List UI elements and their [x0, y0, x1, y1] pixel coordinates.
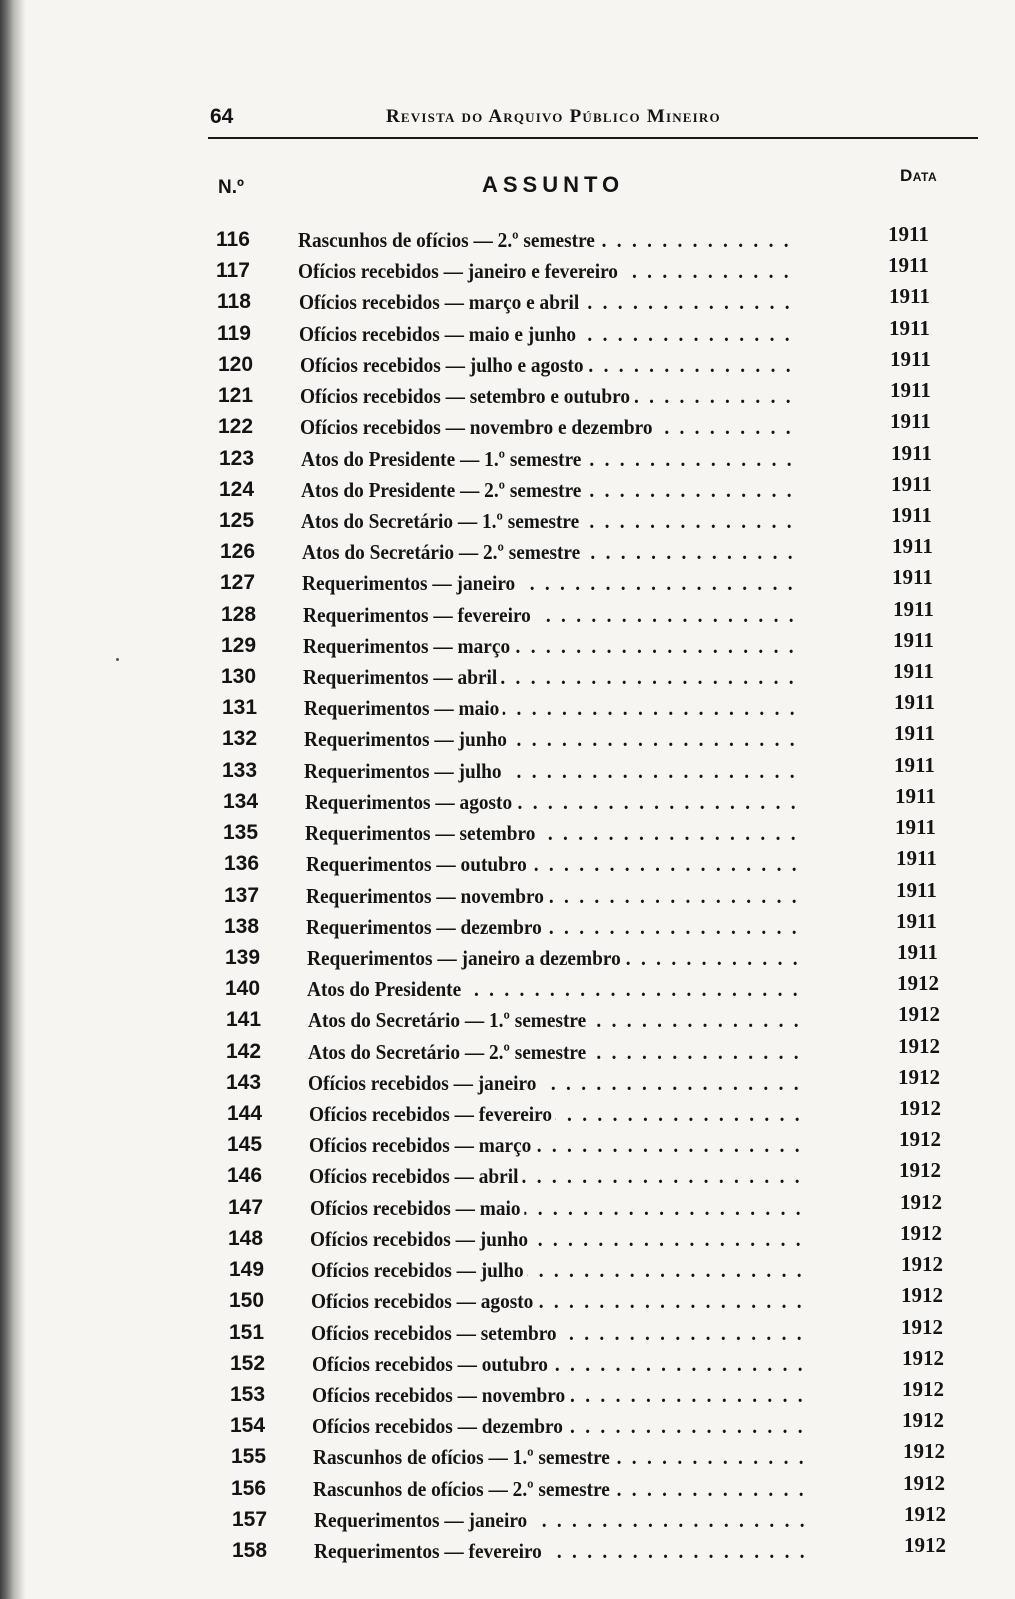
- entry-number: 141: [226, 1008, 262, 1031]
- entry-year: 1912: [900, 1190, 942, 1214]
- entry-subject-text: Ofícios recebidos — outubro: [312, 1352, 552, 1376]
- entry-subject-text: Requerimentos — março: [303, 634, 514, 658]
- entry-subject-text: Requerimentos — janeiro a dezembro: [307, 946, 624, 970]
- column-header-date: Data: [900, 166, 938, 185]
- entry-subject: [308, 1068, 809, 1098]
- entry-number: 116: [216, 228, 250, 251]
- entry-subject: [307, 974, 808, 1004]
- entry-number: 123: [219, 447, 255, 470]
- entry-subject-text: Ofícios recebidos — maio: [310, 1196, 524, 1220]
- entry-subject-text: Requerimentos — junho: [304, 727, 511, 751]
- entry-number: 155: [231, 1445, 267, 1468]
- entry-subject: [301, 506, 802, 536]
- entry-subject-text: Ofícios recebidos — julho e agosto: [300, 353, 587, 377]
- entry-number: 127: [220, 571, 256, 594]
- entry-year: 1911: [895, 784, 936, 808]
- entry-number: 124: [219, 478, 255, 501]
- entry-year: 1912: [904, 1502, 946, 1526]
- entry-number: 158: [232, 1539, 268, 1562]
- entry-subject: [306, 912, 807, 942]
- entry-subject: [303, 600, 804, 630]
- entry-subject: [304, 724, 805, 754]
- entry-subject: [301, 475, 802, 505]
- entry-number: 149: [229, 1258, 265, 1281]
- entry-subject: [314, 1536, 815, 1566]
- entry-year: 1912: [903, 1439, 945, 1463]
- entry-number: 148: [228, 1227, 264, 1250]
- entry-year: 1911: [893, 628, 934, 652]
- page-number: 64: [210, 105, 234, 128]
- entry-subject-text: Rascunhos de ofícios — 1.º semestre: [313, 1445, 614, 1469]
- entry-number: 119: [217, 322, 251, 345]
- entry-subject: [309, 1130, 810, 1160]
- entry-number: 146: [227, 1164, 263, 1187]
- entry-subject: [303, 662, 804, 692]
- entry-number: 156: [231, 1477, 267, 1500]
- entry-year: 1911: [894, 721, 935, 745]
- entry-subject-text: Ofícios recebidos — abril: [309, 1164, 522, 1188]
- entry-year: 1911: [888, 222, 929, 246]
- entry-subject-text: Rascunhos de ofícios — 2.º semestre: [298, 228, 599, 252]
- entry-year: 1911: [895, 815, 936, 839]
- entry-year: 1912: [901, 1283, 943, 1307]
- entry-subject-text: Ofícios recebidos — novembro e dezembro: [300, 415, 656, 439]
- entry-subject: [313, 1442, 814, 1472]
- entry-subject: [306, 881, 807, 911]
- entry-subject: [305, 787, 806, 817]
- entry-number: 143: [226, 1071, 262, 1094]
- entry-subject-text: Ofícios recebidos — novembro: [312, 1383, 569, 1407]
- entry-subject-text: Requerimentos — novembro: [306, 884, 548, 908]
- entry-year: 1911: [897, 940, 938, 964]
- entry-subject-text: Atos do Presidente: [307, 977, 465, 1001]
- entry-subject-text: Atos do Presidente — 1.º semestre: [301, 447, 585, 471]
- entry-subject: [309, 1161, 810, 1191]
- entry-year: 1912: [899, 1096, 941, 1120]
- entry-subject: [302, 537, 803, 567]
- entry-number: 137: [224, 884, 260, 907]
- entry-number: 153: [230, 1383, 266, 1406]
- entry-subject-text: Requerimentos — abril: [303, 665, 501, 689]
- entry-year: 1911: [891, 441, 932, 465]
- entry-subject-text: Atos do Secretário — 2.º semestre: [308, 1040, 590, 1064]
- column-header-number: N.º: [218, 177, 244, 198]
- entry-number: 122: [218, 415, 254, 438]
- entry-subject-text: Ofícios recebidos — julho: [311, 1258, 527, 1282]
- entry-subject: [313, 1474, 814, 1504]
- entry-subject: [311, 1318, 812, 1348]
- entry-subject: [310, 1224, 811, 1254]
- entry-year: 1912: [904, 1533, 946, 1557]
- entry-subject-text: Requerimentos — fevereiro: [314, 1539, 546, 1563]
- entry-subject: [308, 1037, 809, 1067]
- entry-year: 1911: [889, 284, 930, 308]
- entry-year: 1912: [897, 971, 939, 995]
- entry-year: 1911: [894, 690, 935, 714]
- entry-number: 128: [221, 603, 257, 626]
- entry-subject: [311, 1255, 812, 1285]
- entry-year: 1911: [892, 565, 933, 589]
- entry-subject: [310, 1193, 811, 1223]
- entry-year: 1912: [902, 1346, 944, 1370]
- entry-year: 1912: [898, 1034, 940, 1058]
- entry-year: 1912: [902, 1377, 944, 1401]
- entry-year: 1911: [896, 878, 937, 902]
- entry-subject-text: Requerimentos — dezembro: [306, 915, 545, 939]
- entry-subject: [314, 1505, 815, 1535]
- entry-subject: [303, 631, 804, 661]
- entry-year: 1912: [898, 1002, 940, 1026]
- entry-number: 151: [229, 1321, 265, 1344]
- entry-number: 131: [222, 696, 258, 719]
- entry-subject: [301, 444, 802, 474]
- entry-number: 144: [227, 1102, 263, 1125]
- entry-year: 1911: [891, 503, 932, 527]
- entry-subject-text: Ofícios recebidos — janeiro: [308, 1071, 540, 1095]
- entry-subject-text: Ofícios recebidos — setembro: [311, 1321, 560, 1345]
- entry-number: 138: [224, 915, 260, 938]
- entry-number: 117: [216, 259, 250, 282]
- entry-number: 130: [221, 665, 257, 688]
- entry-subject: [305, 818, 806, 848]
- entry-subject-text: Requerimentos — agosto: [305, 790, 516, 814]
- entry-subject-text: Ofícios recebidos — fevereiro: [309, 1102, 556, 1126]
- entry-subject-text: Requerimentos — fevereiro: [303, 603, 535, 627]
- entry-subject-text: Ofícios recebidos — março: [309, 1133, 535, 1157]
- entry-year: 1912: [900, 1221, 942, 1245]
- entry-year: 1911: [890, 347, 931, 371]
- entry-number: 142: [226, 1040, 262, 1063]
- entry-subject-text: Atos do Secretário — 2.º semestre: [302, 540, 584, 564]
- entry-number: 147: [228, 1196, 264, 1219]
- entry-year: 1912: [901, 1315, 943, 1339]
- entry-number: 133: [222, 759, 258, 782]
- entry-year: 1912: [899, 1127, 941, 1151]
- entry-subject: [302, 568, 803, 598]
- entry-number: 150: [229, 1289, 265, 1312]
- entry-subject: [307, 943, 808, 973]
- entry-subject: [304, 693, 805, 723]
- entry-number: 145: [227, 1133, 263, 1156]
- entry-subject-text: Requerimentos — outubro: [306, 852, 530, 876]
- entry-number: 132: [222, 727, 258, 750]
- entry-subject: [300, 412, 801, 442]
- entry-subject: [312, 1349, 813, 1379]
- entry-subject-text: Ofícios recebidos — setembro e outubro: [300, 384, 634, 408]
- entry-subject: [299, 287, 800, 317]
- entry-number: 125: [219, 509, 255, 532]
- entry-subject-text: Ofícios recebidos — março e abril: [299, 290, 583, 314]
- entry-subject-text: Ofícios recebidos — janeiro e fevereiro: [298, 259, 622, 283]
- entry-year: 1911: [893, 597, 934, 621]
- column-header-subject: ASSUNTO: [482, 172, 625, 197]
- entry-year: 1912: [899, 1158, 941, 1182]
- paper-speck: [116, 658, 119, 661]
- entry-subject: [308, 1005, 809, 1035]
- entry-subject-text: Atos do Presidente — 2.º semestre: [301, 478, 585, 502]
- entry-year: 1912: [901, 1252, 943, 1276]
- entry-year: 1911: [896, 909, 937, 933]
- entry-subject: [309, 1099, 810, 1129]
- entry-year: 1911: [893, 659, 934, 683]
- entry-subject-text: Requerimentos — setembro: [305, 821, 539, 845]
- running-title: Revista do Arquivo Público Mineiro: [386, 106, 721, 127]
- entry-subject: [298, 225, 799, 255]
- entry-subject: [300, 350, 801, 380]
- entry-subject: [306, 849, 807, 879]
- entry-subject: [312, 1411, 813, 1441]
- entry-number: 140: [225, 977, 261, 1000]
- entry-subject-text: Rascunhos de ofícios — 2.º semestre: [313, 1477, 614, 1501]
- entry-year: 1911: [892, 534, 933, 558]
- entry-subject: [304, 756, 805, 786]
- entry-number: 152: [230, 1352, 266, 1375]
- entry-number: 135: [223, 821, 259, 844]
- entry-subject: [300, 381, 801, 411]
- entry-number: 134: [223, 790, 259, 813]
- entry-year: 1911: [896, 846, 937, 870]
- entry-number: 154: [230, 1414, 266, 1437]
- entry-subject-text: Requerimentos — janeiro: [314, 1508, 531, 1532]
- entry-subject-text: Requerimentos — janeiro: [302, 571, 519, 595]
- entry-subject: [312, 1380, 813, 1410]
- entry-year: 1911: [888, 253, 929, 277]
- entry-subject-text: Ofícios recebidos — maio e junho: [299, 322, 580, 346]
- entry-subject: [299, 319, 800, 349]
- entry-year: 1911: [894, 753, 935, 777]
- entry-number: 120: [218, 353, 254, 376]
- entry-number: 129: [221, 634, 257, 657]
- entry-subject-text: Ofícios recebidos — agosto: [311, 1289, 537, 1313]
- entry-year: 1911: [890, 409, 931, 433]
- entry-year: 1911: [890, 378, 931, 402]
- entry-year: 1912: [903, 1471, 945, 1495]
- entry-number: 157: [232, 1508, 268, 1531]
- entry-number: 118: [217, 290, 251, 313]
- entry-subject-text: Ofícios recebidos — dezembro: [312, 1414, 567, 1438]
- entry-subject-text: Ofícios recebidos — junho: [310, 1227, 532, 1251]
- entry-subject-text: Requerimentos — julho: [304, 759, 505, 783]
- entry-subject-text: Requerimentos — maio: [304, 696, 503, 720]
- entry-year: 1912: [902, 1408, 944, 1432]
- entry-number: 121: [218, 384, 254, 407]
- entry-subject: [298, 256, 799, 286]
- entry-year: 1911: [889, 316, 930, 340]
- entry-subject: [311, 1286, 812, 1316]
- entry-year: 1912: [898, 1065, 940, 1089]
- entry-number: 126: [220, 540, 256, 563]
- entry-subject-text: Atos do Secretário — 1.º semestre: [301, 509, 583, 533]
- entry-number: 139: [225, 946, 261, 969]
- entry-subject-text: Atos do Secretário — 1.º semestre: [308, 1008, 590, 1032]
- entry-number: 136: [224, 852, 260, 875]
- entry-year: 1911: [891, 472, 932, 496]
